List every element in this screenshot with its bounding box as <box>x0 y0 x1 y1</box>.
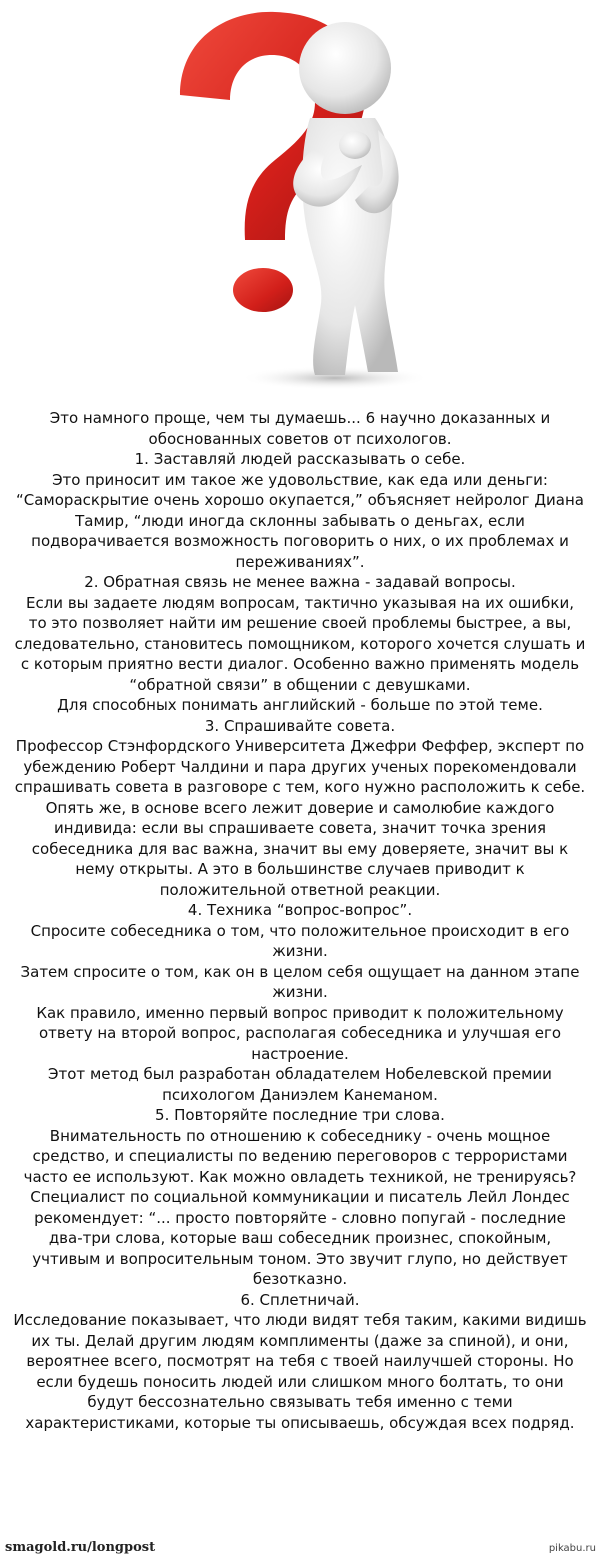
article-line: то это позволяет найти им решение своей проблемы быстрее, а вы, <box>28 614 572 632</box>
article-line: Профессор Стэнфордского Университета Джефри Феффер, эксперт по <box>15 737 585 755</box>
article-line: характеристиками, которые ты описываешь, обсуждая всех подряд. <box>25 1413 575 1432</box>
source-link[interactable]: smagold.ru/longpost <box>5 1540 156 1555</box>
article-line: настроение. <box>251 1044 349 1063</box>
article-line: с которым приятно вести диалог. Особенно важно применять модель <box>20 655 580 673</box>
question-mark-thinking-figure-icon <box>150 0 460 395</box>
article-line: Это приносит им такое же удовольствие, как еда или деньги: <box>52 470 548 489</box>
article-line: будут бессознательно связывать тебя именно с теми <box>87 1393 513 1411</box>
article-line: Специалист по социальной коммуникации и писатель Лейл Лондес <box>30 1188 570 1206</box>
article-line: Это намного проще, чем ты думаешь... 6 научно доказанных и <box>49 409 551 427</box>
article-line: Как правило, именно первый вопрос приводит к положительному <box>36 1003 564 1022</box>
article-line: их ты. Делай другим людям комплименты (даже за спиной), и они, <box>31 1331 569 1350</box>
article-line: жизни. <box>272 983 328 1001</box>
article-line: индивида: если вы спрашиваете совета, значит точка зрения <box>53 819 547 837</box>
article-line: обоснованных советов от психологов. <box>148 429 452 448</box>
article-line: Если вы задаете людям вопросам, тактично указывая на их ошибки, <box>26 593 574 612</box>
article-line: спрашивать совета в разговоре с тем, кого нужно расположить к себе. <box>14 778 586 796</box>
article-line: 2. Обратная связь не менее важна - задавай вопросы. <box>84 573 516 591</box>
article-line: убеждению Роберт Чалдини и пара других ученых порекомендовали <box>23 757 577 776</box>
article-line: положительной ответной реакции. <box>159 880 441 899</box>
article-line: Спросите собеседника о том, что положительное происходит в его <box>30 921 570 940</box>
article-line: “обратной связи” в общении с девушками. <box>129 675 471 694</box>
article-line: Затем спросите о том, как он в целом себя ощущает на данном этапе <box>20 962 580 981</box>
article-line: учтивым и вопросительным тоном. Это звучит глупо, но действует <box>32 1249 568 1268</box>
article-text <box>6 408 594 1433</box>
watermark: pikabu.ru <box>548 1543 596 1554</box>
article-line: Исследование показывает, что люди видят тебя таким, какими видишь <box>13 1311 587 1329</box>
article-line: жизни. <box>272 942 328 960</box>
article-line: Внимательность по отношению к собеседнику - очень мощное <box>49 1126 551 1145</box>
article-line: средство, и специалисты по ведению переговоров с террористами <box>32 1147 568 1165</box>
article-line: Опять же, в основе всего лежит доверие и самолюбие каждого <box>45 798 555 817</box>
article-line: следовательно, становитесь помощником, которого хочется слушать и <box>14 634 586 653</box>
article-line: “Самораскрытие очень хорошо окупается,” объясняет нейролог Диана <box>16 491 584 509</box>
article-line: рекомендует: “... просто повторяйте - словно попугай - последние <box>34 1208 566 1227</box>
article-line: 1. Заставляй людей рассказывать о себе. <box>134 450 466 468</box>
article-line: вероятнее всего, посмотрят на тебя с твоей наилучшей стороны. Но <box>26 1352 574 1370</box>
article-line: собеседника для вас важна, значит вы ему доверяете, значит вы к <box>31 839 569 858</box>
article-line: 6. Сплетничай. <box>240 1290 360 1309</box>
article-line: нему открыты. А это в большинстве случаев приводит к <box>75 860 525 878</box>
article-line: два-три слова, которые ваш собеседник произнес, спокойным, <box>48 1229 552 1247</box>
article-line: 4. Техника “вопрос-вопрос”. <box>187 901 413 919</box>
article-line: часто ее используют. Как можно овладеть техникой, не тренируясь? <box>23 1167 577 1186</box>
article-line: Этот метод был разработан обладателем Нобелевской премии <box>48 1065 552 1083</box>
article-line: 5. Повторяйте последние три слова. <box>155 1106 445 1124</box>
article-line: ответу на второй вопрос, располагая собеседника и улучшая его <box>38 1024 562 1042</box>
article-line: подворачивается возможность поговорить о них, о их проблемах и <box>31 532 569 550</box>
question-mark-dot <box>233 268 293 312</box>
article-line: Для способных понимать английский - больше по этой теме. <box>57 696 543 714</box>
article-line: если будешь поносить людей или слишком много болтать, то они <box>36 1372 564 1391</box>
thinking-figure <box>293 22 398 375</box>
article-line: психологом Даниэлем Канеманом. <box>162 1085 438 1104</box>
article-line: переживаниях”. <box>235 552 365 571</box>
article-line: 3. Спрашивайте совета. <box>204 716 396 735</box>
article-line: Тамир, “люди иногда склонны забывать о деньгах, если <box>75 511 525 530</box>
article-line: безотказно. <box>252 1270 348 1288</box>
